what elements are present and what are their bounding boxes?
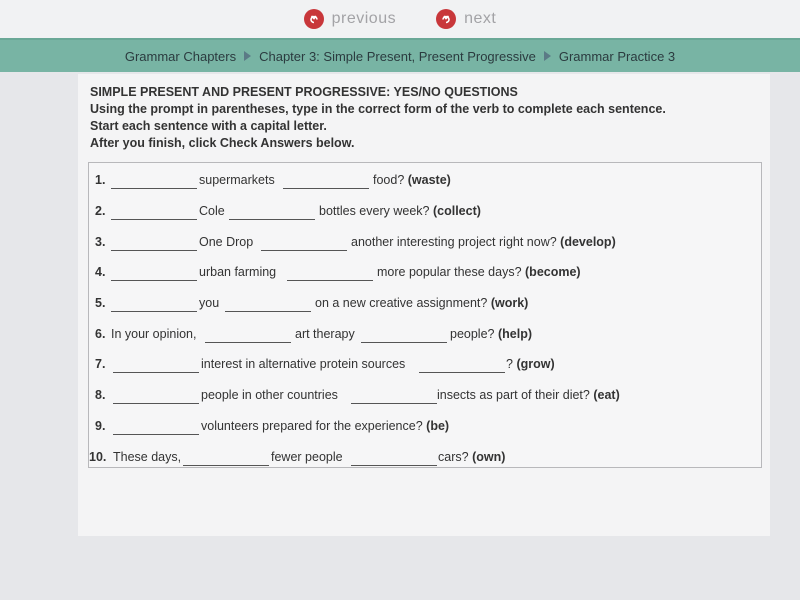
answer-blank[interactable] [225, 294, 311, 312]
question-text: supermarkets [199, 173, 275, 187]
question-text: interest in alternative protein sources [201, 357, 406, 371]
question-number: 9. [95, 419, 106, 433]
question-text: Cole [199, 204, 225, 218]
answer-blank[interactable] [111, 263, 197, 281]
question-number: 1. [95, 173, 106, 187]
answer-blank[interactable] [113, 386, 199, 404]
question-number: 4. [95, 265, 106, 279]
question-number: 8. [95, 388, 106, 402]
question-number: 10. [89, 450, 107, 464]
question-text: ? (grow) [506, 357, 555, 371]
breadcrumb-item-chapters[interactable]: Grammar Chapters [124, 48, 237, 64]
question-text: on a new creative assignment? (work) [315, 296, 529, 310]
answer-blank[interactable] [351, 448, 437, 466]
question-text: In your opinion, [111, 327, 197, 341]
question-row [89, 386, 761, 410]
breadcrumb-item-chapter[interactable]: Chapter 3: Simple Present, Present Progressive [259, 48, 536, 64]
previous-label: previous [331, 10, 397, 27]
question-text: more popular these days? (become) [377, 265, 581, 279]
question-row [89, 171, 761, 195]
question-text: people in other countries [201, 388, 338, 402]
instructions [90, 84, 760, 152]
triangle-right-icon [244, 51, 251, 61]
question-text: fewer people [271, 450, 343, 464]
instructions-line: Using the prompt in parentheses, type in the correct form of the verb to complete each sentence. [90, 102, 666, 116]
previous-button[interactable] [304, 9, 396, 29]
question-text: urban farming [199, 265, 277, 279]
question-text: insects as part of their diet? (eat) [437, 388, 620, 402]
breadcrumb [0, 38, 800, 72]
content-panel [78, 74, 770, 536]
answer-blank[interactable] [111, 171, 197, 189]
answer-blank[interactable] [113, 417, 199, 435]
answer-blank[interactable] [283, 171, 369, 189]
instructions-line: After you finish, click Check Answers below. [90, 136, 355, 150]
question-row [89, 325, 761, 349]
answer-blank[interactable] [111, 233, 197, 251]
question-text: people? (help) [450, 327, 533, 341]
answer-blank[interactable] [419, 355, 505, 373]
question-number: 6. [95, 327, 106, 341]
question-number: 7. [95, 357, 106, 371]
instructions-title: SIMPLE PRESENT AND PRESENT PROGRESSIVE: YES/NO QUESTIONS [90, 85, 518, 99]
question-row [89, 202, 761, 226]
question-number: 5. [95, 296, 106, 310]
question-row [89, 233, 761, 257]
question-text: food? (waste) [373, 173, 451, 187]
answer-blank[interactable] [287, 263, 373, 281]
answer-blank[interactable] [229, 202, 315, 220]
question-text: another interesting project right now? (develop) [351, 235, 616, 249]
exercise-box [88, 162, 762, 468]
answer-blank[interactable] [261, 233, 347, 251]
next-button[interactable] [436, 9, 496, 29]
question-number: 2. [95, 204, 106, 218]
answer-blank[interactable] [183, 448, 269, 466]
breadcrumb-item-current: Grammar Practice 3 [558, 48, 676, 64]
question-text: These days, [113, 450, 182, 464]
next-label: next [464, 10, 497, 27]
answer-blank[interactable] [351, 386, 437, 404]
question-number: 3. [95, 235, 106, 249]
question-text: One Drop [199, 235, 254, 249]
answer-blank[interactable] [361, 325, 447, 343]
instructions-line: Start each sentence with a capital letter. [90, 119, 327, 133]
question-text: volunteers prepared for the experience? (be) [201, 419, 450, 433]
question-row [89, 263, 761, 287]
answer-blank[interactable] [111, 294, 197, 312]
answer-blank[interactable] [205, 325, 291, 343]
answer-blank[interactable] [113, 355, 199, 373]
arrow-right-circle-icon [436, 9, 456, 29]
question-row [89, 355, 761, 379]
answer-blank[interactable] [111, 202, 197, 220]
question-text: you [199, 296, 220, 310]
triangle-right-icon [544, 51, 551, 61]
question-text: art therapy [295, 327, 355, 341]
top-nav [0, 0, 800, 38]
question-row [89, 448, 761, 472]
question-row [89, 417, 761, 441]
question-text: bottles every week? (collect) [319, 204, 481, 218]
question-row [89, 294, 761, 318]
arrow-left-circle-icon [304, 9, 324, 29]
question-text: cars? (own) [438, 450, 506, 464]
